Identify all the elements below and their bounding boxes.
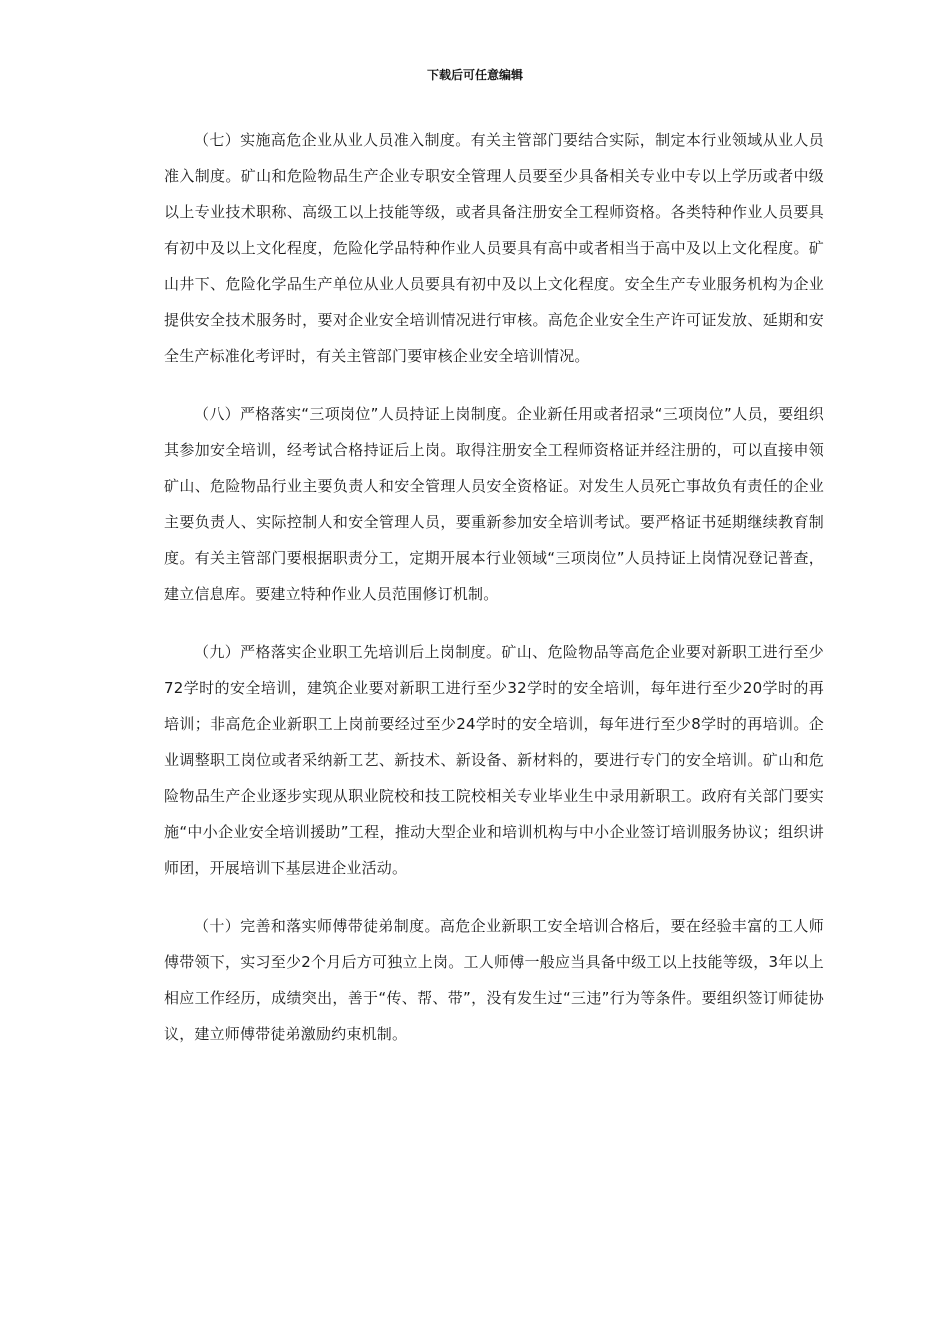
paragraph-7: （七）实施高危企业从业人员准入制度。有关主管部门要结合实际，制定本行业领域从业人员准入制度。矿山和危险物品生产企业专职安全管理人员要至少具备相关专业中专以上学历或者中级以上专业技术职称、高级工以上技能等级，或者具备注册安全工程师资格。各类特种作业人员要具有初中及以上文化程度，危险化学品特种作业人员要具有高中或者相当于高中及以上文化程度。矿山井下、危险化学品生产单位从业人员要具有初中及以上文化程度。安全生产专业服务机构为企业提供安全技术服务时，要对企业安全培训情况进行审核。高危企业安全生产许可证发放、延期和安全生产标准化考评时，有关主管部门要审核企业安全培训情况。 xyxy=(164,131,824,365)
paragraph-8: （八）严格落实“三项岗位”人员持证上岗制度。企业新任用或者招录“三项岗位”人员，要组织其参加安全培训，经考试合格持证后上岗。取得注册安全工程师资格证并经注册的，可以直接申领矿山、危险物品行业主要负责人和安全管理人员安全资格证。对发生人员死亡事故负有责任的企业主要负责人、实际控制人和安全管理人员，要重新参加安全培训考试。要严格证书延期继续教育制度。有关主管部门要根据职责分工，定期开展本行业领域“三项岗位”人员持证上岗情况登记普查，建立信息库。要建立特种作业人员范围修订机制。 xyxy=(164,405,824,603)
header-note: 下载后可任意编辑 xyxy=(426,68,523,82)
document-body xyxy=(164,122,824,1074)
paragraph-9: （九）严格落实企业职工先培训后上岗制度。矿山、危险物品等高危企业要对新职工进行至少72学时的安全培训，建筑企业要对新职工进行至少32学时的安全培训，每年进行至少20学时的再培训；非高危企业新职工上岗前要经过至少24学时的安全培训，每年进行至少8学时的再培训。企业调整职工岗位或者采纳新工艺、新技术、新设备、新材料的，要进行专门的安全培训。矿山和危险物品生产企业逐步实现从职业院校和技工院校相关专业毕业生中录用新职工。政府有关部门要实施“中小企业安全培训援助”工程，推动大型企业和培训机构与中小企业签订培训服务协议；组织讲师团，开展培训下基层进企业活动。 xyxy=(164,643,824,877)
paragraph-10: （十）完善和落实师傅带徒弟制度。高危企业新职工安全培训合格后，要在经验丰富的工人师傅带领下，实习至少2个月后方可独立上岗。工人师傅一般应当具备中级工以上技能等级，3年以上相应工作经历，成绩突出，善于“传、帮、带”，没有发生过“三违”行为等条件。要组织签订师徒协议，建立师傅带徒弟激励约束机制。 xyxy=(164,917,824,1043)
